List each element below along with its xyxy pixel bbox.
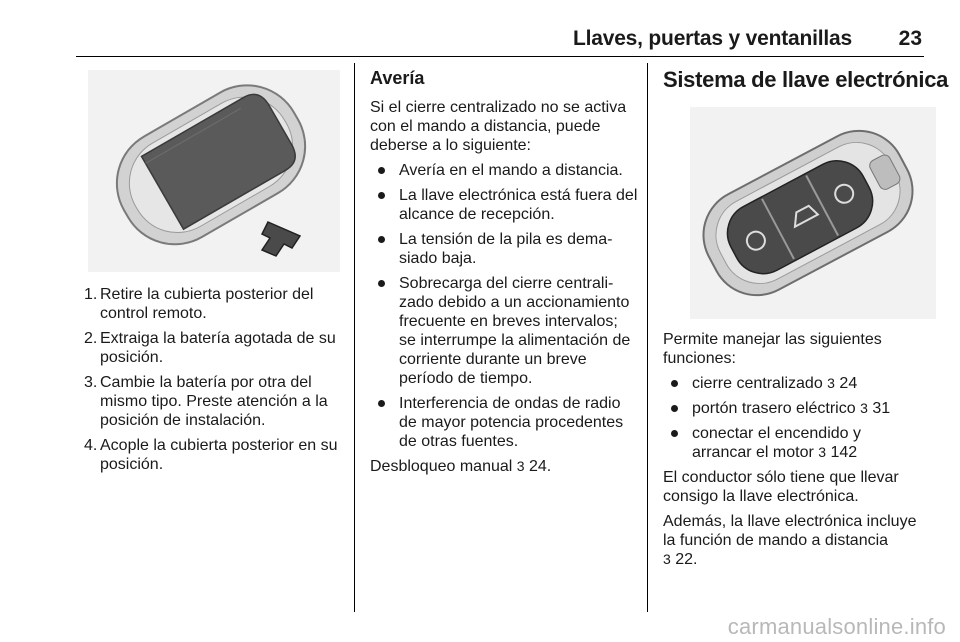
section-heading-averia: Avería xyxy=(370,68,425,88)
middle-column xyxy=(370,68,638,482)
page-ref-icon: 3 xyxy=(860,400,868,416)
list-item: 3. Cambie la batería por otra del mismo tipo. Preste atención a la posición de instalación. xyxy=(84,374,328,429)
list-item: Interferencia de ondas de radio de mayor potencia procedentes de otras fuentes. xyxy=(370,394,638,451)
list-item: 2. Extraiga la batería agotada de su posición. xyxy=(84,330,336,366)
key-cover-removal-illustration xyxy=(88,70,340,272)
list-item: portón trasero eléctrico 3 31 xyxy=(663,399,925,418)
functions-intro: Permite manejar las siguientes funciones: xyxy=(663,331,882,367)
bullet-icon xyxy=(378,192,385,199)
page-ref-icon: 3 xyxy=(516,458,525,474)
battery-replacement-steps xyxy=(76,285,346,474)
bullet-icon xyxy=(671,380,678,387)
bullet-icon xyxy=(671,405,678,412)
column-divider-right xyxy=(647,63,648,612)
section-heading-electronic-key: Sistema de llave electrónica xyxy=(663,67,949,92)
watermark: carmanualsonline.info xyxy=(727,614,946,639)
driver-note: El conductor sólo tiene que llevar consigo la llave electrónica. xyxy=(663,469,899,505)
list-item: cierre centralizado 3 24 xyxy=(663,374,925,393)
column-divider-left xyxy=(354,63,355,612)
header-rule xyxy=(76,56,924,57)
bullet-icon xyxy=(378,280,385,287)
page-ref-icon: 3 xyxy=(818,444,827,460)
list-item: 1. Retire la cubierta posterior del control remoto. xyxy=(84,286,314,322)
page-header-title: Llaves, puertas y ventanillas xyxy=(572,27,852,50)
remote-function-note: Además, la llave electrónica incluye la función de mando a distancia 3 22. xyxy=(663,513,917,568)
fault-intro: Si el cierre centralizado no se activa con el mando a distancia, puede deberse a lo siguiente: xyxy=(370,99,627,154)
list-item: La llave electrónica está fuera del alcance de recepción. xyxy=(370,186,638,224)
functions-list xyxy=(663,374,925,462)
manual-unlock-reference: Desbloqueo manual 3 24. xyxy=(370,458,552,475)
list-item: Avería en el mando a distancia. xyxy=(370,161,638,180)
fault-causes-list xyxy=(370,161,638,451)
bullet-icon xyxy=(671,430,678,437)
bullet-icon xyxy=(378,167,385,174)
bullet-icon xyxy=(378,400,385,407)
list-item: Sobrecarga del cierre centrali-zado debido a un accionamiento frecuente en breves intervalos; se interrumpe la alimentación de corriente durante un breve período de tiempo. xyxy=(370,274,638,388)
page-number: 23 xyxy=(898,27,922,50)
left-column xyxy=(76,285,346,480)
page-ref-icon: 3 xyxy=(663,551,671,567)
list-item: 4. Acople la cubierta posterior en su posición. xyxy=(84,437,338,473)
key-fob-back-icon xyxy=(88,70,340,272)
bullet-icon xyxy=(378,236,385,243)
list-item: conectar el encendido y arrancar el motor 3 142 xyxy=(663,424,925,462)
right-column xyxy=(663,67,949,575)
page-ref-icon: 3 xyxy=(827,375,835,391)
list-item: La tensión de la pila es dema-siado baja. xyxy=(370,230,638,268)
